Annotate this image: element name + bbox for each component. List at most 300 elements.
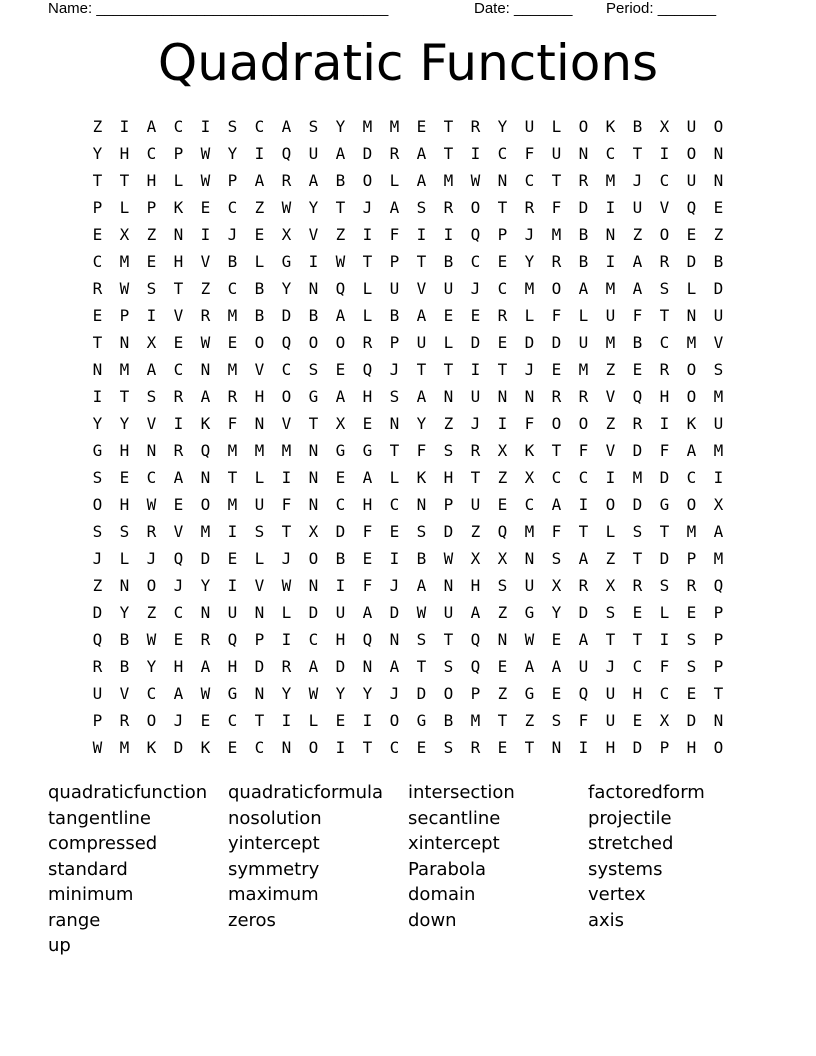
grid-letter: H bbox=[686, 738, 697, 757]
grid-letter: R bbox=[551, 252, 562, 271]
grid-letter: T bbox=[443, 117, 454, 136]
grid-letter: E bbox=[497, 738, 508, 757]
grid-letter: O bbox=[659, 225, 670, 244]
grid-letter: D bbox=[686, 711, 697, 730]
grid-letter: E bbox=[119, 468, 130, 487]
word-list-item: nosolution bbox=[228, 807, 322, 829]
grid-row bbox=[84, 167, 732, 194]
word-list-item: minimum bbox=[48, 884, 134, 905]
grid-letter: N bbox=[551, 738, 562, 757]
grid-letter: F bbox=[659, 441, 670, 460]
grid-letter: A bbox=[362, 603, 373, 622]
grid-letter: L bbox=[173, 171, 184, 190]
grid-letter: U bbox=[578, 657, 589, 676]
grid-letter: Q bbox=[470, 630, 481, 649]
grid-letter: A bbox=[524, 657, 535, 676]
grid-letter: B bbox=[335, 171, 346, 190]
grid-letter: B bbox=[389, 306, 400, 325]
grid-letter: C bbox=[659, 333, 670, 352]
grid-letter: X bbox=[308, 522, 319, 541]
grid-letter: T bbox=[632, 630, 643, 649]
grid-letter: O bbox=[254, 333, 265, 352]
grid-letter: G bbox=[281, 252, 292, 271]
grid-letter: K bbox=[173, 198, 184, 217]
grid-letter: E bbox=[551, 684, 562, 703]
word-search-grid bbox=[84, 113, 732, 761]
grid-letter: S bbox=[146, 387, 157, 406]
name-field-label: Name: ___________________________________ bbox=[48, 0, 389, 17]
grid-letter: Q bbox=[713, 576, 724, 595]
grid-letter: J bbox=[470, 279, 481, 298]
grid-letter: N bbox=[443, 576, 454, 595]
grid-letter: I bbox=[605, 252, 616, 271]
grid-letter: Y bbox=[551, 603, 562, 622]
grid-letter: A bbox=[416, 387, 427, 406]
word-list-item: quadraticfunction bbox=[48, 782, 208, 803]
grid-letter: R bbox=[578, 576, 589, 595]
grid-letter: A bbox=[173, 468, 184, 487]
grid-letter: M bbox=[605, 333, 616, 352]
grid-letter: U bbox=[227, 603, 238, 622]
grid-letter: N bbox=[497, 171, 508, 190]
grid-letter: V bbox=[254, 360, 265, 379]
grid-row bbox=[84, 140, 732, 167]
grid-letter: N bbox=[200, 360, 211, 379]
grid-letter: A bbox=[686, 441, 697, 460]
grid-letter: J bbox=[389, 684, 400, 703]
word-list-item: axis bbox=[588, 909, 625, 931]
grid-letter: I bbox=[119, 117, 130, 136]
grid-letter: I bbox=[713, 468, 724, 487]
grid-letter: T bbox=[497, 198, 508, 217]
grid-letter: Q bbox=[281, 333, 292, 352]
grid-letter: J bbox=[146, 549, 157, 568]
grid-letter: Y bbox=[308, 198, 319, 217]
grid-letter: O bbox=[470, 198, 481, 217]
grid-letter: N bbox=[308, 279, 319, 298]
grid-letter: S bbox=[551, 711, 562, 730]
grid-letter: M bbox=[362, 117, 373, 136]
grid-letter: S bbox=[443, 738, 454, 757]
grid-letter: X bbox=[281, 225, 292, 244]
grid-letter: N bbox=[713, 144, 724, 163]
grid-letter: L bbox=[362, 306, 373, 325]
grid-letter: I bbox=[92, 387, 103, 406]
grid-letter: U bbox=[524, 117, 535, 136]
grid-letter: D bbox=[632, 441, 643, 460]
grid-letter: T bbox=[389, 441, 400, 460]
grid-letter: F bbox=[281, 495, 292, 514]
grid-letter: I bbox=[659, 144, 670, 163]
grid-letter: Z bbox=[605, 414, 616, 433]
grid-letter: W bbox=[524, 630, 535, 649]
grid-letter: F bbox=[551, 306, 562, 325]
grid-letter: M bbox=[443, 171, 454, 190]
grid-letter: N bbox=[308, 576, 319, 595]
grid-letter: H bbox=[227, 657, 238, 676]
grid-letter: C bbox=[254, 738, 265, 757]
grid-letter: S bbox=[92, 522, 103, 541]
grid-letter: S bbox=[119, 522, 130, 541]
grid-letter: O bbox=[578, 117, 589, 136]
grid-letter: R bbox=[362, 333, 373, 352]
grid-letter: C bbox=[173, 603, 184, 622]
grid-letter: T bbox=[443, 360, 454, 379]
grid-row bbox=[84, 734, 732, 761]
grid-letter: F bbox=[389, 225, 400, 244]
grid-letter: I bbox=[416, 225, 427, 244]
grid-letter: Z bbox=[713, 225, 724, 244]
grid-letter: T bbox=[632, 549, 643, 568]
grid-letter: U bbox=[389, 279, 400, 298]
grid-letter: N bbox=[524, 387, 535, 406]
grid-letter: E bbox=[146, 252, 157, 271]
grid-letter: M bbox=[227, 441, 238, 460]
grid-letter: A bbox=[146, 360, 157, 379]
grid-letter: I bbox=[200, 117, 211, 136]
grid-letter: E bbox=[362, 549, 373, 568]
grid-letter: B bbox=[254, 306, 265, 325]
grid-letter: D bbox=[416, 684, 427, 703]
word-list-item: up bbox=[48, 935, 71, 956]
grid-letter: I bbox=[470, 144, 481, 163]
grid-letter: T bbox=[524, 738, 535, 757]
grid-letter: T bbox=[443, 630, 454, 649]
grid-letter: E bbox=[497, 495, 508, 514]
grid-row bbox=[84, 545, 732, 572]
grid-row bbox=[84, 356, 732, 383]
grid-letter: I bbox=[389, 549, 400, 568]
grid-letter: Q bbox=[497, 522, 508, 541]
grid-letter: P bbox=[659, 738, 670, 757]
grid-letter: I bbox=[470, 360, 481, 379]
grid-letter: I bbox=[362, 711, 373, 730]
grid-letter: A bbox=[389, 657, 400, 676]
grid-letter: B bbox=[578, 252, 589, 271]
grid-letter: W bbox=[146, 630, 157, 649]
grid-letter: N bbox=[524, 549, 535, 568]
grid-letter: B bbox=[254, 279, 265, 298]
grid-letter: T bbox=[92, 333, 103, 352]
grid-letter: O bbox=[443, 684, 454, 703]
grid-letter: C bbox=[659, 684, 670, 703]
grid-letter: A bbox=[146, 117, 157, 136]
grid-letter: R bbox=[686, 576, 697, 595]
grid-letter: M bbox=[605, 279, 616, 298]
word-list-item: factoredform bbox=[588, 782, 705, 803]
grid-letter: Y bbox=[119, 414, 130, 433]
grid-letter: V bbox=[200, 252, 211, 271]
grid-letter: O bbox=[578, 414, 589, 433]
grid-letter: T bbox=[605, 630, 616, 649]
grid-letter: L bbox=[686, 279, 697, 298]
grid-letter: K bbox=[146, 738, 157, 757]
grid-letter: A bbox=[308, 171, 319, 190]
grid-letter: T bbox=[362, 738, 373, 757]
grid-letter: P bbox=[92, 198, 103, 217]
grid-letter: H bbox=[443, 468, 454, 487]
word-list-item: compressed bbox=[48, 833, 158, 854]
grid-letter: U bbox=[578, 333, 589, 352]
grid-letter: W bbox=[470, 171, 481, 190]
grid-letter: M bbox=[551, 225, 562, 244]
grid-letter: O bbox=[713, 738, 724, 757]
grid-letter: U bbox=[308, 144, 319, 163]
grid-letter: C bbox=[551, 468, 562, 487]
grid-letter: Y bbox=[119, 603, 130, 622]
grid-letter: C bbox=[335, 495, 346, 514]
grid-letter: L bbox=[659, 603, 670, 622]
grid-letter: Y bbox=[281, 684, 292, 703]
grid-letter: L bbox=[308, 711, 319, 730]
grid-letter: U bbox=[416, 333, 427, 352]
grid-letter: O bbox=[686, 387, 697, 406]
grid-letter: Y bbox=[281, 279, 292, 298]
grid-letter: U bbox=[605, 711, 616, 730]
word-list-item: symmetry bbox=[228, 858, 320, 880]
grid-letter: X bbox=[524, 468, 535, 487]
grid-letter: I bbox=[335, 738, 346, 757]
grid-letter: H bbox=[173, 252, 184, 271]
grid-letter: E bbox=[416, 738, 427, 757]
grid-letter: T bbox=[362, 252, 373, 271]
grid-letter: P bbox=[686, 549, 697, 568]
grid-letter: M bbox=[227, 306, 238, 325]
grid-letter: E bbox=[227, 738, 238, 757]
grid-letter: F bbox=[578, 441, 589, 460]
grid-letter: I bbox=[227, 522, 238, 541]
grid-letter: N bbox=[416, 495, 427, 514]
grid-letter: G bbox=[92, 441, 103, 460]
grid-letter: U bbox=[335, 603, 346, 622]
grid-letter: L bbox=[281, 603, 292, 622]
word-list-item: intersection bbox=[408, 782, 515, 803]
grid-letter: I bbox=[578, 495, 589, 514]
grid-letter: M bbox=[524, 279, 535, 298]
grid-letter: X bbox=[497, 549, 508, 568]
grid-letter: L bbox=[578, 306, 589, 325]
grid-row bbox=[84, 707, 732, 734]
grid-letter: N bbox=[713, 171, 724, 190]
grid-letter: S bbox=[659, 576, 670, 595]
grid-row bbox=[84, 248, 732, 275]
grid-letter: S bbox=[497, 576, 508, 595]
grid-letter: D bbox=[632, 495, 643, 514]
grid-letter: O bbox=[308, 549, 319, 568]
grid-letter: K bbox=[200, 738, 211, 757]
grid-letter: Z bbox=[497, 603, 508, 622]
grid-letter: N bbox=[497, 630, 508, 649]
grid-letter: B bbox=[119, 657, 130, 676]
grid-letter: Y bbox=[362, 684, 373, 703]
grid-letter: X bbox=[497, 441, 508, 460]
grid-letter: P bbox=[713, 603, 724, 622]
grid-letter: E bbox=[686, 603, 697, 622]
grid-letter: B bbox=[443, 252, 454, 271]
grid-letter: N bbox=[200, 603, 211, 622]
grid-letter: A bbox=[335, 387, 346, 406]
grid-letter: E bbox=[200, 198, 211, 217]
grid-letter: O bbox=[686, 144, 697, 163]
grid-letter: D bbox=[551, 333, 562, 352]
grid-letter: R bbox=[281, 657, 292, 676]
grid-letter: F bbox=[551, 198, 562, 217]
grid-letter: S bbox=[416, 198, 427, 217]
grid-letter: M bbox=[605, 171, 616, 190]
grid-row bbox=[84, 599, 732, 626]
grid-letter: L bbox=[119, 549, 130, 568]
grid-letter: M bbox=[227, 360, 238, 379]
grid-letter: L bbox=[389, 468, 400, 487]
grid-letter: O bbox=[146, 711, 157, 730]
grid-letter: C bbox=[92, 252, 103, 271]
grid-letter: Q bbox=[362, 630, 373, 649]
grid-row bbox=[84, 680, 732, 707]
grid-letter: S bbox=[308, 117, 319, 136]
grid-letter: Y bbox=[92, 144, 103, 163]
grid-letter: R bbox=[200, 306, 211, 325]
grid-letter: I bbox=[497, 414, 508, 433]
grid-letter: N bbox=[173, 225, 184, 244]
grid-letter: N bbox=[713, 711, 724, 730]
grid-letter: W bbox=[146, 495, 157, 514]
word-list-item: tangentline bbox=[48, 807, 151, 829]
grid-letter: I bbox=[173, 414, 184, 433]
grid-letter: O bbox=[308, 738, 319, 757]
grid-letter: N bbox=[281, 738, 292, 757]
grid-letter: R bbox=[389, 144, 400, 163]
grid-letter: W bbox=[335, 252, 346, 271]
grid-letter: P bbox=[470, 684, 481, 703]
grid-letter: L bbox=[119, 198, 130, 217]
grid-letter: Y bbox=[335, 117, 346, 136]
grid-letter: C bbox=[281, 360, 292, 379]
grid-letter: O bbox=[335, 333, 346, 352]
grid-letter: P bbox=[146, 198, 157, 217]
grid-letter: P bbox=[119, 306, 130, 325]
grid-letter: K bbox=[524, 441, 535, 460]
grid-row bbox=[84, 221, 732, 248]
grid-letter: Z bbox=[146, 603, 157, 622]
grid-letter: C bbox=[524, 171, 535, 190]
grid-letter: T bbox=[173, 279, 184, 298]
grid-letter: E bbox=[92, 225, 103, 244]
grid-letter: C bbox=[146, 684, 157, 703]
grid-letter: X bbox=[119, 225, 130, 244]
grid-letter: L bbox=[362, 279, 373, 298]
grid-row bbox=[84, 572, 732, 599]
grid-letter: N bbox=[308, 468, 319, 487]
grid-letter: W bbox=[92, 738, 103, 757]
grid-letter: E bbox=[227, 549, 238, 568]
grid-letter: U bbox=[605, 684, 616, 703]
grid-letter: C bbox=[173, 360, 184, 379]
grid-letter: V bbox=[173, 306, 184, 325]
grid-letter: A bbox=[551, 495, 562, 514]
grid-letter: Q bbox=[200, 441, 211, 460]
grid-letter: M bbox=[713, 387, 724, 406]
grid-letter: Z bbox=[497, 684, 508, 703]
grid-letter: S bbox=[605, 603, 616, 622]
grid-letter: R bbox=[173, 387, 184, 406]
grid-letter: H bbox=[119, 495, 130, 514]
grid-letter: D bbox=[281, 306, 292, 325]
word-list-item: stretched bbox=[588, 833, 674, 854]
grid-letter: G bbox=[335, 441, 346, 460]
grid-letter: R bbox=[578, 171, 589, 190]
grid-letter: R bbox=[173, 441, 184, 460]
grid-letter: S bbox=[254, 522, 265, 541]
word-list-item: domain bbox=[408, 884, 476, 905]
grid-letter: N bbox=[443, 387, 454, 406]
grid-letter: N bbox=[254, 684, 265, 703]
grid-letter: R bbox=[443, 198, 454, 217]
grid-letter: T bbox=[119, 171, 130, 190]
grid-row bbox=[84, 518, 732, 545]
grid-letter: L bbox=[551, 117, 562, 136]
grid-letter: S bbox=[443, 657, 454, 676]
grid-letter: J bbox=[389, 360, 400, 379]
grid-letter: L bbox=[254, 549, 265, 568]
word-list-item: standard bbox=[48, 858, 128, 880]
grid-row bbox=[84, 194, 732, 221]
grid-letter: Z bbox=[443, 414, 454, 433]
word-list-item: range bbox=[48, 909, 101, 931]
grid-letter: T bbox=[281, 522, 292, 541]
grid-letter: T bbox=[497, 360, 508, 379]
grid-letter: E bbox=[173, 495, 184, 514]
grid-letter: A bbox=[308, 657, 319, 676]
grid-row bbox=[84, 410, 732, 437]
grid-letter: N bbox=[497, 387, 508, 406]
grid-letter: V bbox=[605, 441, 616, 460]
grid-letter: F bbox=[524, 414, 535, 433]
grid-letter: W bbox=[200, 333, 211, 352]
grid-letter: R bbox=[92, 279, 103, 298]
grid-letter: J bbox=[362, 198, 373, 217]
grid-letter: E bbox=[632, 603, 643, 622]
grid-letter: D bbox=[389, 603, 400, 622]
grid-letter: Y bbox=[92, 414, 103, 433]
grid-letter: V bbox=[281, 414, 292, 433]
grid-letter: S bbox=[92, 468, 103, 487]
word-list-item: secantline bbox=[408, 807, 501, 829]
grid-row bbox=[84, 437, 732, 464]
grid-letter: R bbox=[551, 387, 562, 406]
grid-letter: T bbox=[713, 684, 724, 703]
grid-letter: D bbox=[362, 144, 373, 163]
grid-letter: G bbox=[362, 441, 373, 460]
grid-letter: H bbox=[335, 630, 346, 649]
grid-row bbox=[84, 329, 732, 356]
grid-letter: U bbox=[443, 603, 454, 622]
grid-letter: X bbox=[659, 117, 670, 136]
grid-letter: Z bbox=[497, 468, 508, 487]
grid-letter: A bbox=[200, 387, 211, 406]
grid-letter: F bbox=[632, 306, 643, 325]
grid-letter: Q bbox=[173, 549, 184, 568]
grid-letter: B bbox=[119, 630, 130, 649]
grid-letter: K bbox=[605, 117, 616, 136]
grid-letter: O bbox=[686, 360, 697, 379]
word-list-item: vertex bbox=[588, 884, 646, 905]
grid-letter: I bbox=[335, 576, 346, 595]
grid-letter: P bbox=[443, 495, 454, 514]
grid-letter: L bbox=[254, 252, 265, 271]
grid-letter: E bbox=[713, 198, 724, 217]
grid-letter: R bbox=[497, 306, 508, 325]
grid-letter: C bbox=[389, 495, 400, 514]
